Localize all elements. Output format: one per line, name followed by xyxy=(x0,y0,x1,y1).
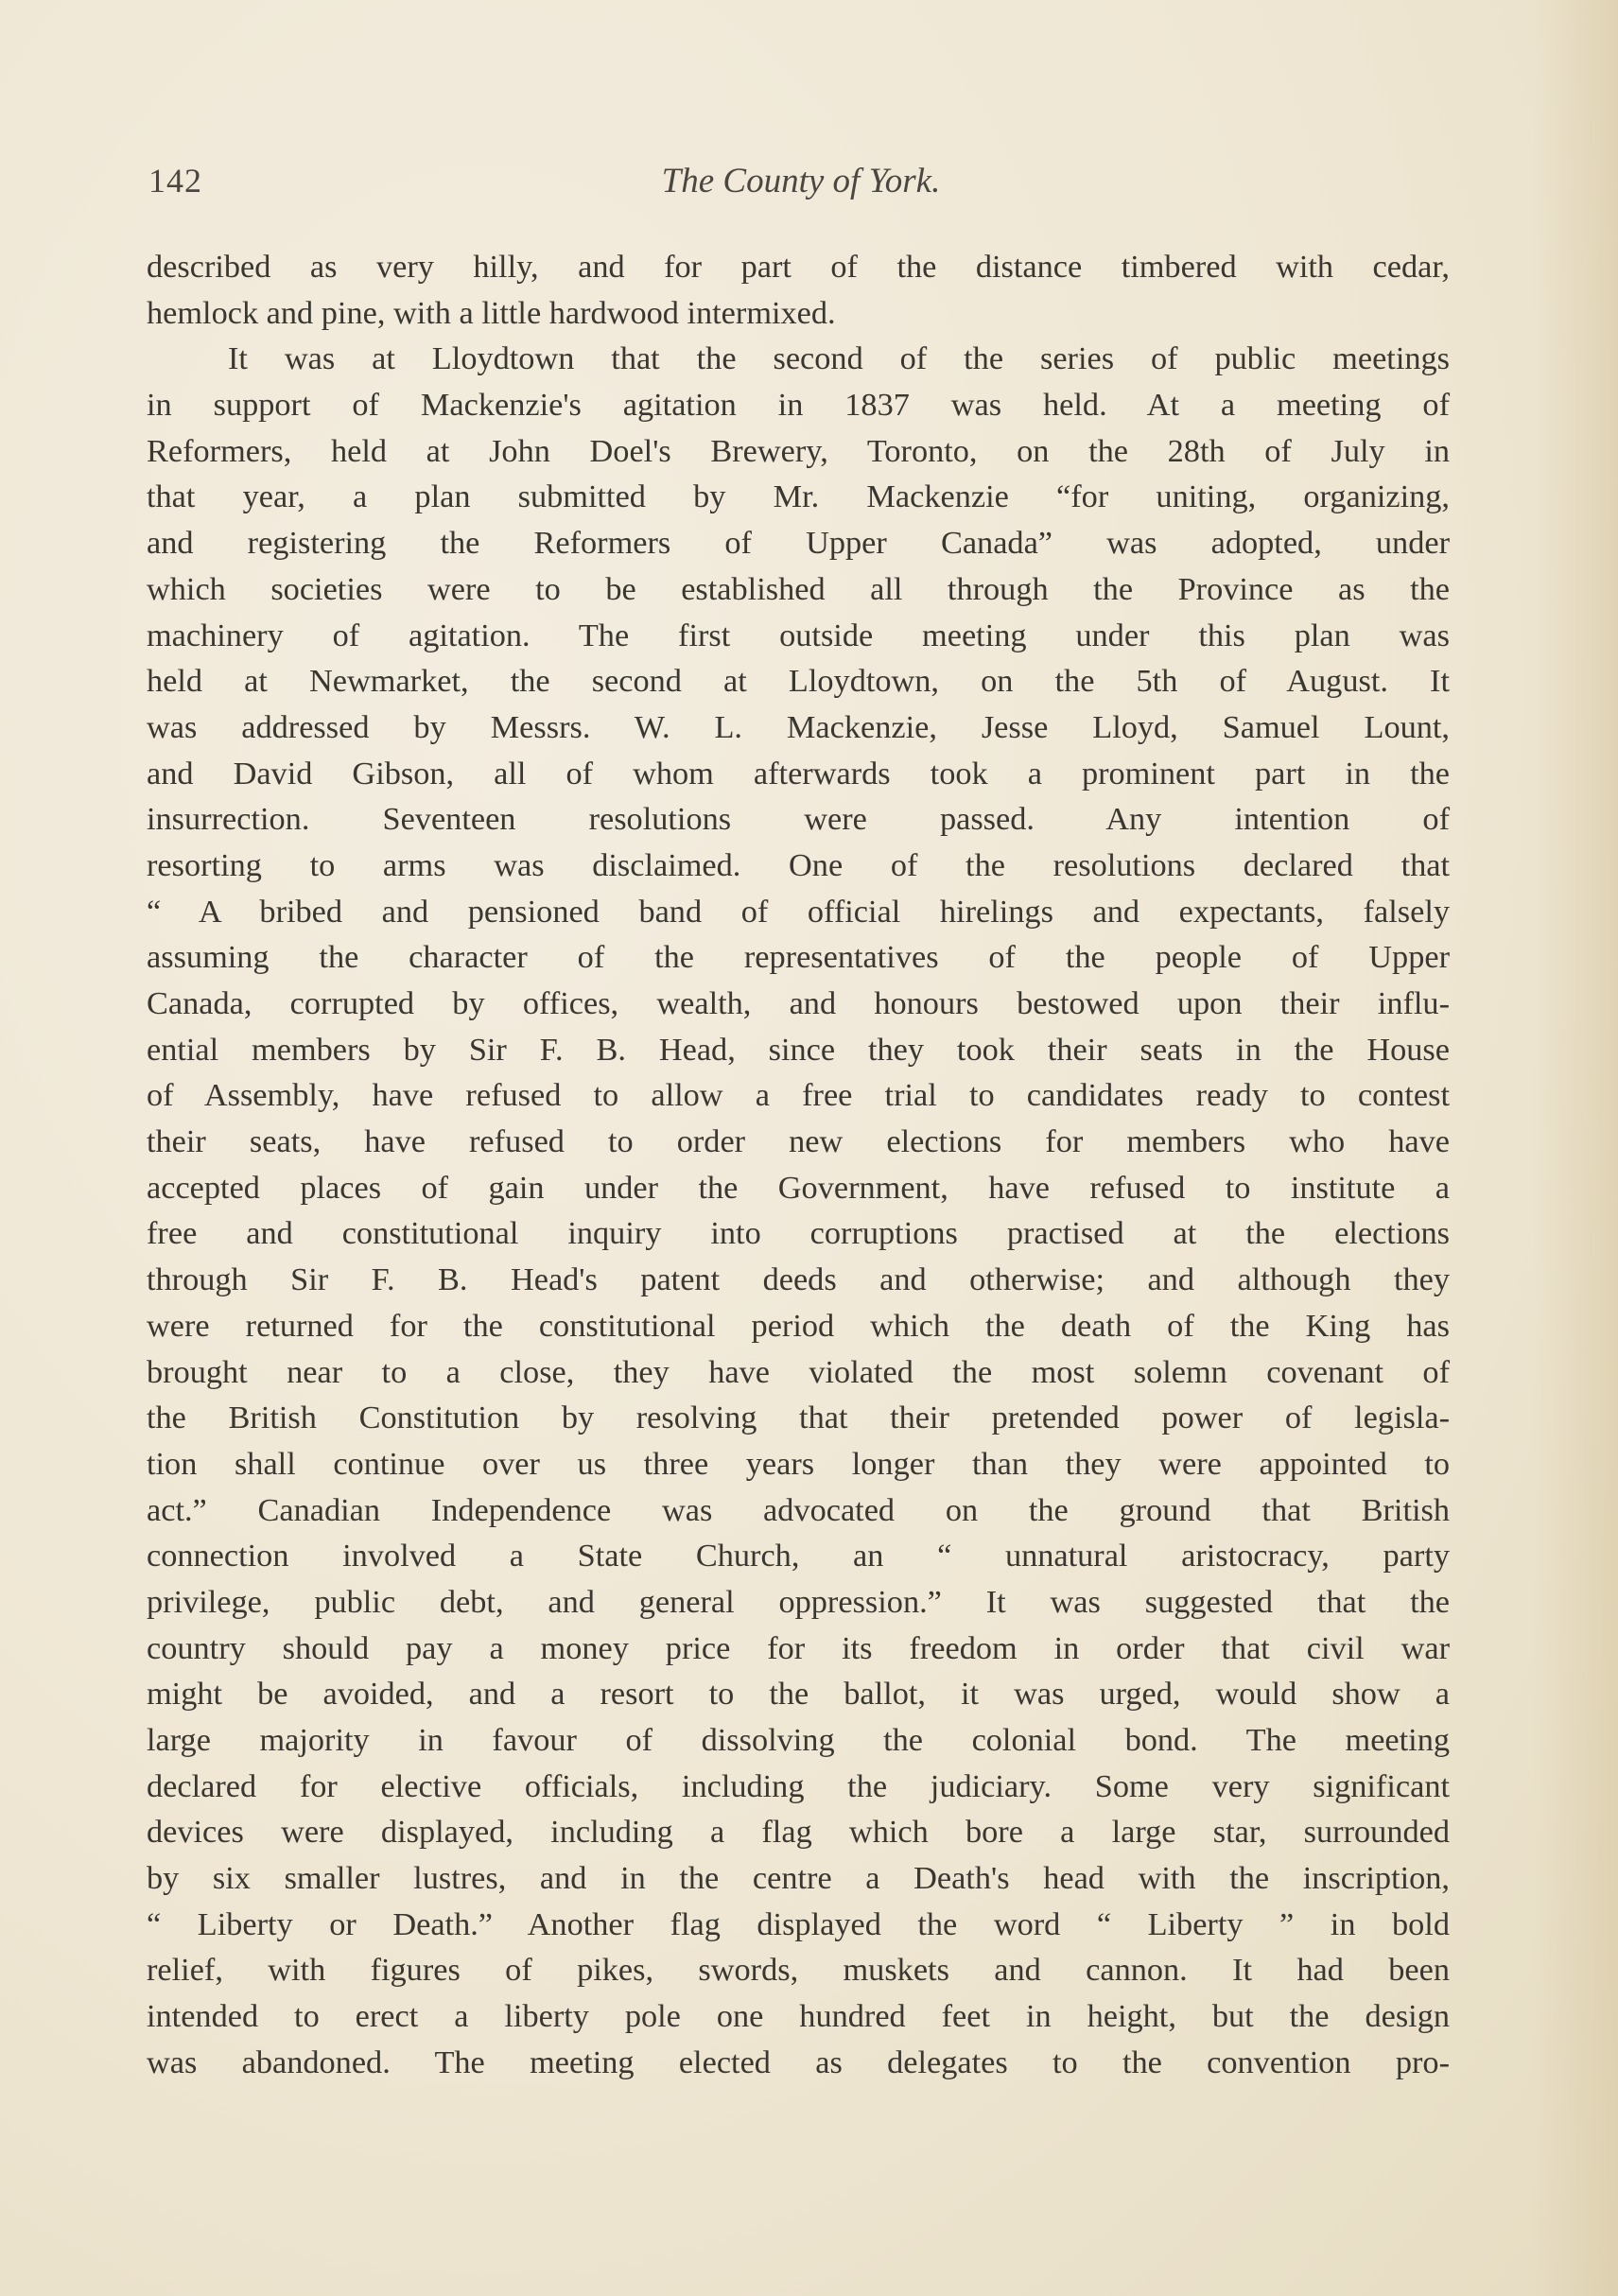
text-line: and registering the Reformers of Upper Canada” was adopted, under xyxy=(147,525,1450,562)
text-line: by six smaller lustres, and in the centre a Death's head with the inscription, xyxy=(147,1860,1450,1897)
text-line: Canada, corrupted by offices, wealth, and honours bestowed upon their influ- xyxy=(147,985,1450,1021)
text-line: free and constitutional inquiry into corruptions practised at the elections xyxy=(147,1215,1450,1252)
text-line: through Sir F. B. Head's patent deeds and otherwise; and although they xyxy=(147,1261,1450,1298)
body-text xyxy=(147,244,1450,2086)
page-header xyxy=(148,161,1453,217)
text-line: in support of Mackenzie's agitation in 1837 was held. At a meeting of xyxy=(147,387,1450,424)
text-line: which societies were to be established all through the Province as the xyxy=(147,570,1450,607)
text-line: was addressed by Messrs. W. L. Mackenzie, Jesse Lloyd, Samuel Lount, xyxy=(147,708,1450,745)
page-edge-shadow xyxy=(1533,0,1618,2296)
text-line: that year, a plan submitted by Mr. Mackenzie “for uniting, organizing, xyxy=(147,478,1450,515)
text-line: the British Constitution by resolving that their pretended power of legisla- xyxy=(147,1400,1450,1436)
text-line: insurrection. Seventeen resolutions were passed. Any intention of xyxy=(147,801,1450,838)
text-line: connection involved a State Church, an “ unnatural aristocracy, party xyxy=(147,1538,1450,1574)
text-line: brought near to a close, they have violated the most solemn covenant of xyxy=(147,1353,1450,1390)
text-line: large majority in favour of dissolving the colonial bond. The meeting xyxy=(147,1722,1450,1758)
text-line: hemlock and pine, with a little hardwood intermixed. xyxy=(147,294,836,331)
page-number: 142 xyxy=(148,162,202,200)
text-line: privilege, public debt, and general oppression.” It was suggested that the xyxy=(147,1583,1450,1620)
text-line: declared for elective officials, including the judiciary. Some very significant xyxy=(147,1767,1450,1804)
text-line: devices were displayed, including a flag which bore a large star, surrounded xyxy=(147,1814,1450,1851)
text-line: It was at Lloydtown that the second of the series of public meetings xyxy=(228,340,1450,377)
text-line: tion shall continue over us three years longer than they were appointed to xyxy=(147,1445,1450,1482)
text-line: Reformers, held at John Doel's Brewery, Toronto, on the 28th of July in xyxy=(147,432,1450,469)
text-line: might be avoided, and a resort to the ballot, it was urged, would show a xyxy=(147,1676,1450,1713)
running-head: The County of York. xyxy=(661,162,941,200)
text-line: was abandoned. The meeting elected as delegates to the convention pro- xyxy=(147,2044,1450,2080)
text-line: relief, with figures of pikes, swords, muskets and cannon. It had been xyxy=(147,1952,1450,1989)
text-line: machinery of agitation. The first outside meeting under this plan was xyxy=(147,617,1450,653)
text-line: held at Newmarket, the second at Lloydtown, on the 5th of August. It xyxy=(147,663,1450,700)
text-line: accepted places of gain under the Government, have refused to institute a xyxy=(147,1169,1450,1206)
text-line: “ A bribed and pensioned band of official hirelings and expectants, falsely xyxy=(147,893,1450,930)
text-line: intended to erect a liberty pole one hundred feet in height, but the design xyxy=(147,1998,1450,2035)
text-line: resorting to arms was disclaimed. One of the resolutions declared that xyxy=(147,846,1450,883)
text-line: described as very hilly, and for part of the distance timbered with cedar, xyxy=(147,249,1450,285)
text-line: and David Gibson, all of whom afterwards took a prominent part in the xyxy=(147,755,1450,791)
text-line: act.” Canadian Independence was advocated on the ground that British xyxy=(147,1491,1450,1528)
text-line: “ Liberty or Death.” Another flag displayed the word “ Liberty ” in bold xyxy=(147,1905,1450,1942)
text-line: assuming the character of the representatives of the people of Upper xyxy=(147,939,1450,976)
text-line: their seats, have refused to order new elections for members who have xyxy=(147,1123,1450,1160)
text-line: of Assembly, have refused to allow a free trial to candidates ready to contest xyxy=(147,1077,1450,1114)
text-line: ential members by Sir F. B. Head, since they took their seats in the House xyxy=(147,1031,1450,1068)
text-line: country should pay a money price for its freedom in order that civil war xyxy=(147,1629,1450,1666)
text-line: were returned for the constitutional period which the death of the King has xyxy=(147,1307,1450,1344)
